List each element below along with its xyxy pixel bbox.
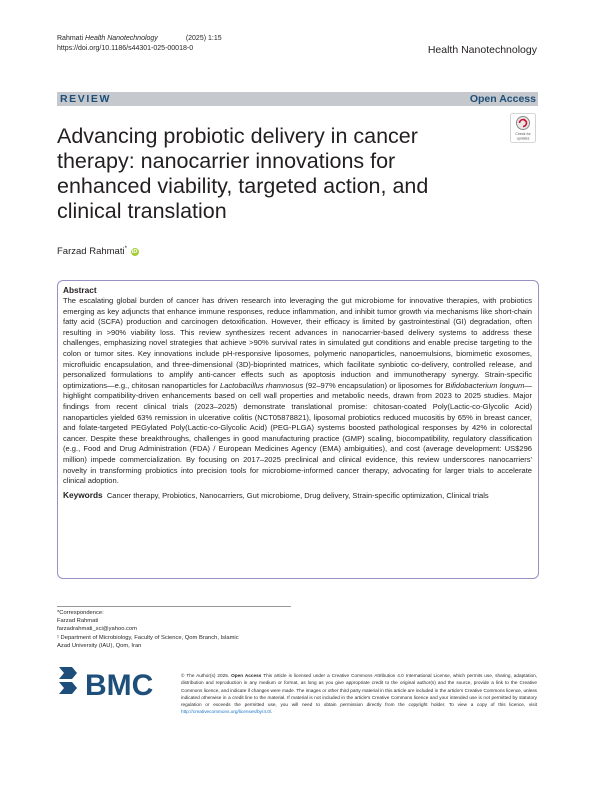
journal-name: Health Nanotechnology [427, 44, 537, 56]
bmc-logo-icon [57, 664, 167, 702]
orcid-icon[interactable]: iD [131, 249, 138, 256]
author-name[interactable]: Farzad Rahmati [57, 246, 125, 258]
badge-line1: Check for [515, 132, 531, 136]
correspondence-email[interactable]: farzadrahmati_sci@yahoo.com [57, 626, 137, 633]
affiliation: ¹ Department of Microbiology, Faculty of Science, Qom Branch, Islamic [57, 634, 239, 641]
license-link[interactable]: http://creativecommons.org/licenses/by/4.0/ [181, 709, 272, 715]
author-line [57, 246, 139, 257]
abstract-box [57, 280, 539, 579]
header-author: Rahmati [57, 35, 84, 42]
keywords-label: Keywords [63, 489, 103, 500]
article-type: REVIEW [60, 93, 112, 105]
correspondence-block [57, 609, 297, 650]
running-header [57, 34, 222, 54]
header-journal: Health Nanotechnology [85, 35, 158, 42]
keywords-list: Cancer therapy, Probiotics, Nanocarriers, Gut microbiome, Drug delivery, Strain-specific optimization, Clinical trials [106, 490, 489, 500]
license-text: © The Author(s) 2025. Open Access This article is licensed under a Creative Commons Attribution 4.0 International License, which permits use, sharing, adaptation, distribution and reproduction in any medium or format, as long as you give appropriate credit to the original author(s) and the source, provide a link to the Creative Commons licence, and indicate if changes were made. The images or other third party material in this article are included in the article's Creative Commons licence, unless indicated otherwise in a credit line to the material. If material is not included in the article's Creative Commons licence and your intended use is not permitted by statutory regulation or exceeds the permitted use, you will need to obtain permission directly from the copyright holder. To view a copy of this licence, visit http://creativecommons.org/licenses/by/4.0/. [181, 673, 537, 715]
check-for-updates-icon[interactable] [510, 113, 536, 143]
author-correspondence-mark: * [124, 246, 127, 252]
header-citation: (2025) 1:15 [185, 35, 222, 42]
license-open-access: Open Access [231, 673, 262, 678]
article-title: Advancing probiotic delivery in cancer therapy: nanocarrier innovations for enhanced viability, targeted action, and clinical translation [57, 124, 429, 223]
abstract-heading: Abstract [63, 285, 97, 295]
footnote-divider [57, 606, 291, 607]
abstract-text: The escalating global burden of cancer has driven research into leveraging the gut microbiome for innovative therapies, with probiotics emerging as key adjuncts that enhance immune responses, reduce inflammation, and inhibit tumor growth via mechanisms like short-chain fatty acid (SCFA) production and carcinogen detoxification. However, their efficacy is limited by gastrointestinal (GI) degradation, often resulting in >90% viability loss. This review synthesizes recent advances in nanocarrier-based delivery systems to address these challenges, emphasizing novel strategies that achieve >90% survival rates in simulated gut conditions and enable precise targeting to the colon or tumor sites. Key innovations include pH-responsive liposomes, polymeric nanoparticles, nanoemulsions, biomimetic exosomes, microfluidic encapsulation, and three-dimensional (3D)-bioprinted matrices, which facilitate synbiotic co-delivery, controlled release, and personalized formulations to amplify anti-cancer effects such as apoptosis induction and immunotherapy synergy. Strain-specific optimizations—e.g., chitosan nanoparticles for Lactobacillus rhamnosus (92–97% encapsulation) or liposomes for Bifidobacterium longum—highlight compatibility-driven enhancements based on cell wall properties and metabolic needs, drawn from 2023 to 2025 studies. Major findings from recent clinical trials (2023–2025) demonstrate translational promise: chitosan-coated Poly(Lactic-co-Glycolic Acid) nanoparticles yielded 63% remission in ulcerative colitis (NCT05878821), liposomal probiotics reduced mucositis by 65% in breast cancer, and folate-targeted PEGylated Poly(Lactic-co-Glycolic Acid) (PEG-PLGA) systems boosted pathological responses by 42% in colorectal cancer. Despite these breakthroughs, challenges in good manufacturing practice (GMP) scaling, biocompatibility, regulatory classification (e.g., Food and Drug Administration (FDA) / European Medicines Agency (EMA) ambiguities), and cost (average development: US$296 million) impede commercialization. By focusing on 2017–2025 preclinical and clinical evidence, this review underscores nanocarriers' novelty in transforming probiotics into precision tools for microbiome-informed cancer therapy, advocating for larger trials to accelerate clinical adoption. [63, 296, 532, 486]
correspondence-label: *Correspondence: [57, 610, 104, 616]
open-access-label: Open Access [469, 93, 536, 105]
header-doi-link[interactable]: https://doi.org/10.1186/s44301-025-00018-0 [57, 45, 194, 52]
badge-line2: updates [516, 136, 530, 141]
affiliation: Azad University (IAU), Qom, Iran [57, 642, 142, 649]
correspondence-name: Farzad Rahmati [57, 618, 99, 625]
article-type-bar [57, 92, 538, 106]
species-name: Bifidobacterium longum [445, 380, 525, 390]
species-name: Lactobacillus rhamnosus [220, 380, 304, 390]
keywords [63, 490, 532, 502]
bmc-logo-text: BMC [85, 669, 154, 702]
